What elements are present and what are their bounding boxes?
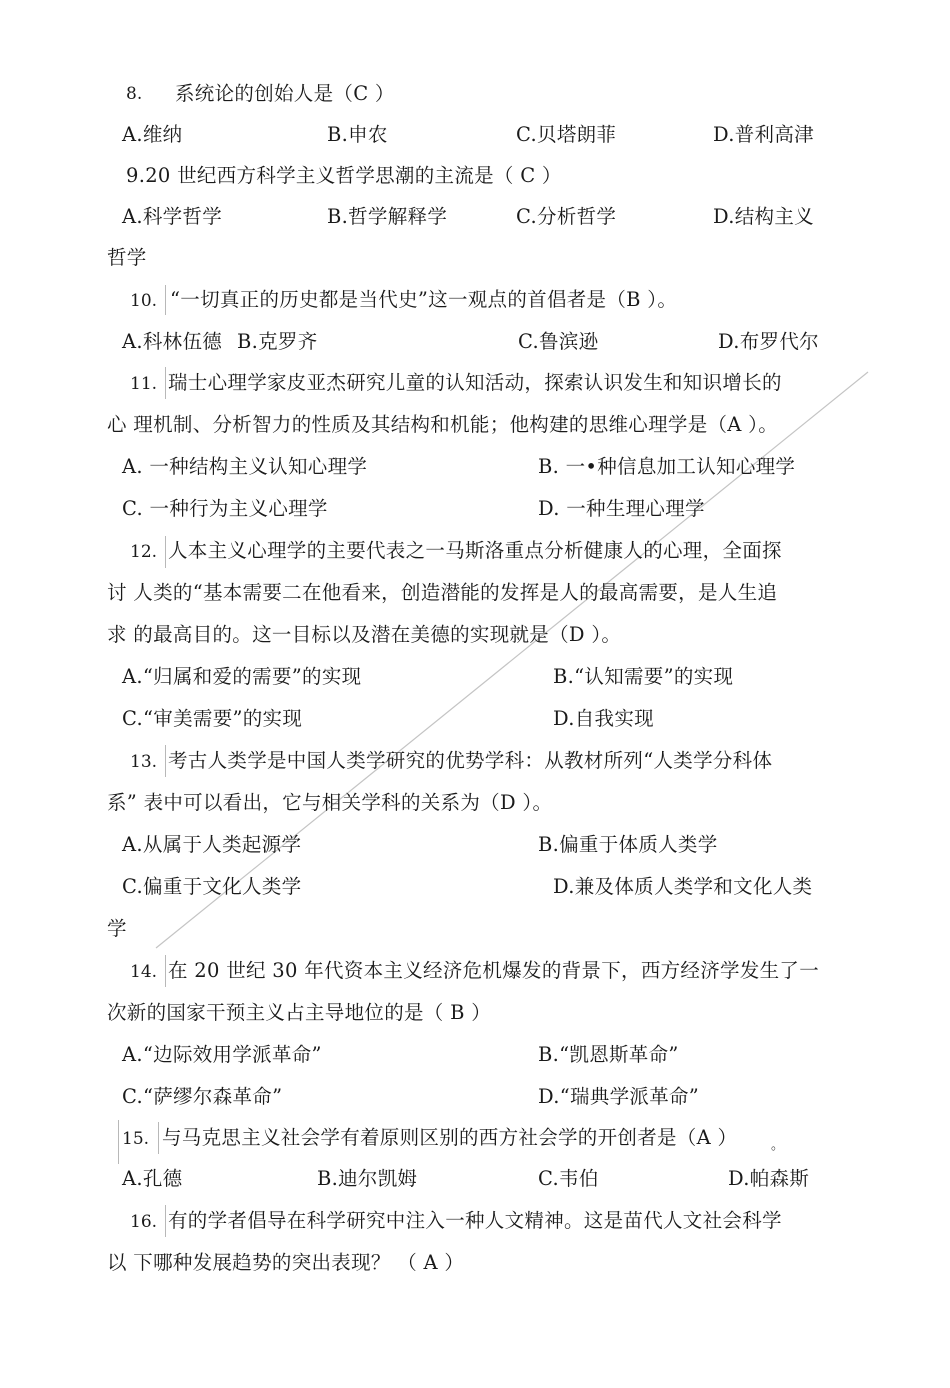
question-number: 13. [130, 752, 158, 772]
option-b: B. 一•种信息加工认知心理学 [538, 455, 796, 478]
scan-mark [165, 367, 166, 399]
question-stem-line-2: 以 下哪种发展趋势的突出表现？ （ A ） [107, 1251, 465, 1274]
option-b: B.“认知需要”的实现 [553, 665, 734, 688]
option-c: C.贝塔朗菲 [516, 123, 617, 146]
option-b: B.申农 [327, 123, 388, 146]
option-c: C. 一种行为主义心理学 [122, 497, 328, 520]
option-continuation: 学 [107, 917, 127, 940]
option-b: B.偏重于体质人类学 [538, 833, 718, 856]
option-d: D.“瑞典学派革命” [538, 1085, 700, 1108]
question-number: 16. [130, 1212, 158, 1232]
question-stem: “一切真正的历史都是当代史”这一观点的首倡者是（B ）。 [170, 288, 678, 311]
option-b: B.哲学解释学 [327, 205, 448, 228]
scan-mark [165, 955, 166, 987]
option-d: D.兼及体质人类学和文化人类 [553, 875, 813, 898]
question-number: 11. [130, 374, 158, 394]
option-a: A.从属于人类起源学 [122, 833, 302, 856]
question-stem-line-1: 有的学者倡导在科学研究中注入一种人文精神。这是苗代人文社会科学 [168, 1209, 782, 1232]
option-d: D.自我实现 [553, 707, 654, 730]
question-stem: 系统论的创始人是（C ） [175, 82, 395, 105]
option-c: C.“审美需要”的实现 [122, 707, 303, 730]
option-a: A.维纳 [122, 123, 183, 146]
scan-mark [165, 536, 166, 568]
question-stem-line-2: 心 理机制、分析智力的性质及其结构和机能；他构建的思维心理学是（A ）。 [107, 413, 779, 436]
option-c: C.韦伯 [538, 1167, 599, 1190]
option-d: D.帕森斯 [728, 1167, 810, 1190]
question-stem-line-2: 系” 表中可以看出，它与相关学科的关系为（D ）。 [107, 791, 553, 814]
option-d: D.结构主义 [713, 205, 814, 228]
scan-mark [118, 1120, 119, 1164]
question-stem-line-2: 次新的国家干预主义占主导地位的是（ B ） [107, 1001, 492, 1024]
option-a: A. 一种结构主义认知心理学 [122, 455, 368, 478]
option-continuation: 哲学 [107, 246, 147, 269]
option-c: C.偏重于文化人类学 [122, 875, 302, 898]
scan-mark [165, 285, 166, 315]
option-b: B.“凯恩斯革命” [538, 1043, 679, 1066]
option-a: A.孔德 [122, 1167, 183, 1190]
question-stem-line-1: 瑞士心理学家皮亚杰研究儿童的认知活动，探索认识发生和知识增长的 [168, 371, 782, 394]
option-d: D.布罗代尔 [718, 330, 819, 353]
question-number: 8. [126, 84, 143, 104]
question-number: 10. [130, 291, 158, 311]
option-c: C.“萨缪尔森革命” [122, 1085, 283, 1108]
option-d: D.普利高津 [713, 123, 814, 146]
question-stem-line-2: 讨 人类的“基本需要二在他看来，创造潜能的发挥是人的最高需要，是人生追 [107, 581, 778, 604]
question-stem-line-1: 考古人类学是中国人类学研究的优势学科：从教材所列“人类学分科体 [168, 749, 773, 772]
scan-mark [165, 1205, 166, 1237]
option-c: C.鲁滨逊 [518, 330, 599, 353]
question-stem-line-1: 人本主义心理学的主要代表之一马斯洛重点分析健康人的心理，全面探 [168, 539, 782, 562]
option-a: A.科学哲学 [122, 205, 223, 228]
option-d: D. 一种生理心理学 [538, 497, 705, 520]
question-stem: 与马克思主义社会学有着原则区别的西方社会学的开创者是（A ） [162, 1126, 738, 1149]
question-number: 12. [130, 542, 158, 562]
question-stem-line-1: 在 20 世纪 30 年代资本主义经济危机爆发的背景下，西方经济学发生了一 [168, 959, 820, 982]
option-a: A.“边际效用学派革命” [122, 1043, 322, 1066]
question-number: 14. [130, 962, 158, 982]
option-a: A.科林伍德 [122, 330, 223, 353]
option-c: C.分析哲学 [516, 205, 617, 228]
question-stem: 9.20 世纪西方科学主义哲学思潮的主流是（ C ） [126, 164, 562, 187]
scan-mark [158, 1122, 159, 1154]
question-number: 15. [122, 1129, 150, 1149]
stem-mark: 。 [771, 1138, 785, 1153]
scan-mark [165, 745, 166, 777]
question-stem-line-3: 求 的最高目的。这一目标以及潜在美德的实现就是（D ）。 [107, 623, 622, 646]
option-a: A.“归属和爱的需要”的实现 [122, 665, 362, 688]
option-b: B.克罗齐 [237, 330, 318, 353]
option-b: B.迪尔凯姆 [317, 1167, 418, 1190]
